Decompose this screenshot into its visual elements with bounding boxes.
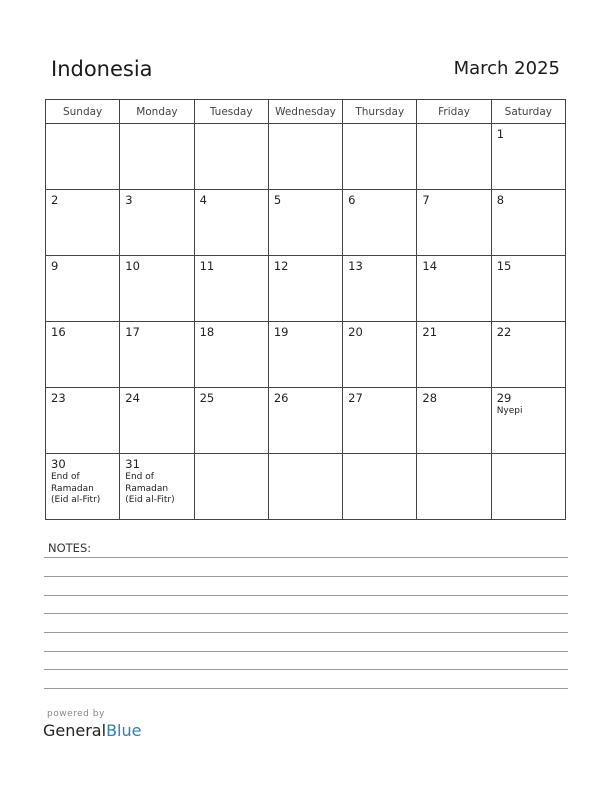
weekday-wednesday: Wednesday	[268, 100, 342, 124]
day-number: 13	[348, 259, 363, 273]
day-cell	[491, 322, 565, 388]
day-number: 3	[125, 193, 133, 207]
day-cell	[46, 454, 120, 520]
notes-label: NOTES:	[48, 541, 92, 555]
day-cell	[194, 256, 268, 322]
day-cell	[417, 256, 491, 322]
day-cell	[46, 190, 120, 256]
day-cell	[46, 124, 120, 190]
holiday-label-line: Ramadan	[51, 483, 94, 494]
day-number: 10	[125, 259, 140, 273]
day-cell	[343, 256, 417, 322]
day-number: 9	[51, 259, 59, 273]
powered-by-text: powered by	[47, 709, 105, 719]
week-row	[46, 388, 566, 454]
holiday-label-line: Nyepi	[496, 406, 523, 416]
day-number: 14	[422, 259, 438, 273]
day-cell	[46, 322, 120, 388]
day-cell	[343, 124, 417, 190]
weekday-friday: Friday	[417, 100, 491, 124]
day-cell	[417, 322, 491, 388]
day-cell	[268, 190, 342, 256]
holiday-label-line: Ramadan	[125, 483, 169, 494]
weekday-thursday: Thursday	[343, 100, 417, 124]
day-number: 5	[273, 193, 282, 207]
day-cell	[268, 454, 342, 520]
day-number: 21	[422, 325, 438, 339]
day-number: 28	[422, 391, 438, 405]
note-line	[44, 688, 568, 689]
note-line	[44, 595, 568, 596]
day-cell	[491, 190, 565, 256]
day-cell	[343, 322, 417, 388]
day-cell	[120, 454, 194, 520]
day-number: 1	[496, 127, 505, 141]
day-number: 2	[51, 193, 59, 207]
day-number: 19	[273, 325, 289, 339]
day-cell	[120, 190, 194, 256]
day-cell	[194, 124, 268, 190]
brand-part-general: General	[43, 721, 107, 740]
day-number: 11	[199, 259, 215, 273]
day-number: 6	[348, 193, 356, 207]
day-number: 24	[125, 391, 140, 405]
weekday-monday: Monday	[120, 100, 194, 124]
day-number: 15	[496, 259, 512, 273]
day-cell	[268, 256, 342, 322]
holiday-label-line: (Eid al-Fitr)	[51, 495, 101, 505]
day-cell	[417, 388, 491, 454]
day-number: 7	[422, 193, 430, 207]
note-line	[44, 557, 568, 558]
day-number: 16	[51, 325, 66, 339]
week-row	[46, 256, 566, 322]
day-cell	[194, 190, 268, 256]
weekday-saturday: Saturday	[491, 100, 565, 124]
holiday-label-line: End of	[51, 472, 80, 482]
day-cell	[417, 190, 491, 256]
day-cell	[491, 388, 565, 454]
day-cell	[120, 256, 194, 322]
note-line	[44, 669, 568, 670]
day-number: 20	[348, 325, 363, 339]
day-cell	[120, 124, 194, 190]
day-cell	[343, 454, 417, 520]
note-line	[44, 576, 568, 577]
day-number: 17	[125, 325, 140, 339]
brand-logo	[43, 721, 141, 740]
day-cell	[120, 388, 194, 454]
day-cell	[491, 256, 565, 322]
holiday-label-line: End of	[125, 472, 154, 482]
day-number: 25	[199, 391, 215, 405]
month-year-title: March 2025	[453, 58, 560, 79]
day-cell	[268, 322, 342, 388]
brand-part-blue: Blue	[106, 721, 142, 740]
holiday-label	[125, 472, 193, 507]
day-cell	[343, 388, 417, 454]
day-cell	[194, 454, 268, 520]
day-cell	[46, 256, 120, 322]
holiday-label-line: (Eid al-Fitr)	[125, 495, 175, 505]
calendar-grid	[45, 99, 566, 520]
day-cell	[268, 124, 342, 190]
weekday-tuesday: Tuesday	[194, 100, 268, 124]
day-number: 8	[496, 193, 505, 207]
note-line	[44, 632, 568, 633]
day-cell	[491, 124, 565, 190]
holiday-label	[497, 406, 565, 418]
day-number: 31	[125, 457, 140, 471]
country-title: Indonesia	[51, 57, 153, 81]
day-cell	[194, 388, 268, 454]
day-number: 29	[496, 391, 512, 405]
day-number: 26	[273, 391, 289, 405]
week-row	[46, 322, 566, 388]
day-cell	[268, 388, 342, 454]
note-line	[44, 651, 568, 652]
day-number: 12	[273, 259, 289, 273]
day-cell	[417, 454, 491, 520]
day-number: 27	[348, 391, 363, 405]
day-number: 30	[51, 457, 66, 471]
day-cell	[343, 190, 417, 256]
day-cell	[417, 124, 491, 190]
weekday-sunday: Sunday	[46, 100, 120, 124]
day-cell	[491, 454, 565, 520]
day-number: 18	[199, 325, 215, 339]
week-row	[46, 190, 566, 256]
holiday-label	[51, 472, 119, 507]
day-cell	[120, 322, 194, 388]
week-row	[46, 124, 566, 190]
day-number: 4	[199, 193, 207, 207]
day-cell	[46, 388, 120, 454]
weekday-header-row	[46, 100, 566, 124]
day-cell	[194, 322, 268, 388]
week-row	[46, 454, 566, 520]
note-line	[44, 613, 568, 614]
day-number: 23	[51, 391, 66, 405]
day-number: 22	[496, 325, 512, 339]
